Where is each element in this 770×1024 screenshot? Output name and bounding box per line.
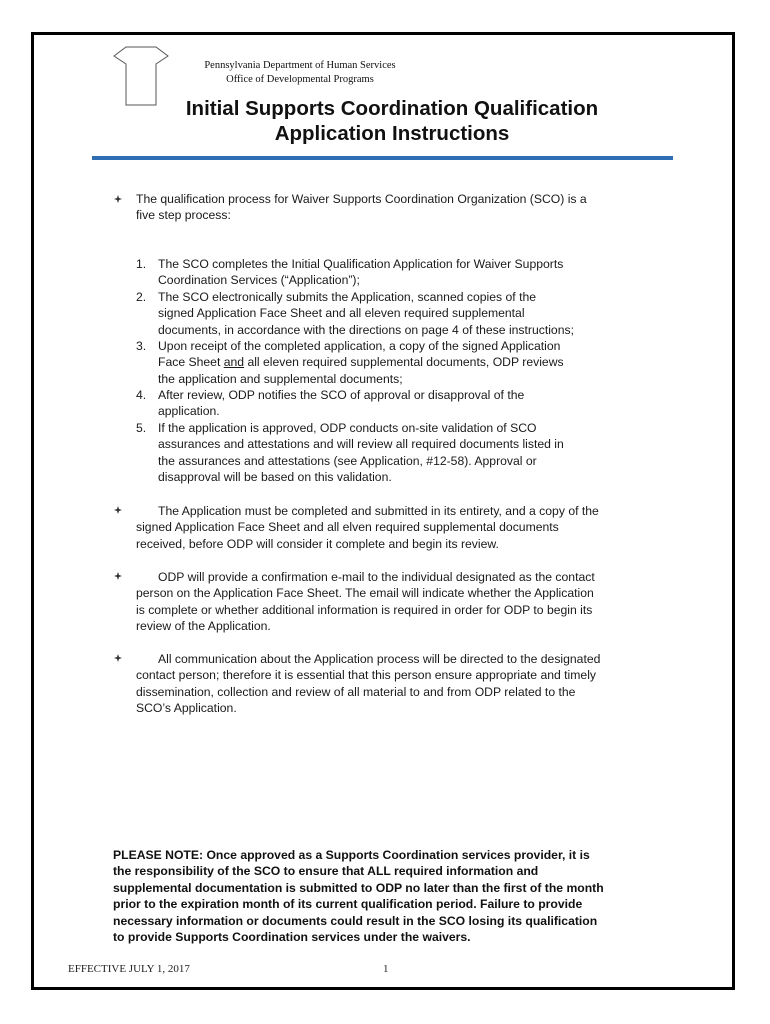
step-item: 4. After review, ODP notifies the SCO of approval or disapproval of the application. (136, 388, 525, 419)
page-number: 1 (383, 963, 389, 975)
step-item: 2. The SCO electronically submits the Application, scanned copies of the signed Application Face Sheet and all eleven required supplemental documents, in accordance with the directions on page 4 of these instructions; (136, 290, 574, 337)
bullet-icon (114, 572, 122, 580)
confirmation-paragraph: ODP will provide a confirmation e-mail to the individual designated as the contact person on the Application Face Sheet. The email will indicate whether the Application is complete or whether additional information is required in order for ODP to begin its review of the Application. (136, 570, 595, 634)
page-title (92, 96, 692, 146)
title-divider (92, 156, 673, 160)
bullet-icon (114, 506, 122, 514)
effective-date: EFFECTIVE JULY 1, 2017 (68, 963, 190, 975)
bullet-icon (114, 654, 122, 662)
step-item: 3. Upon receipt of the completed application, a copy of the signed Application Face Sheet and all eleven required supplemental documents, ODP reviews the application and supplemental documents; (136, 339, 564, 386)
please-note: PLEASE NOTE: Once approved as a Supports Coordination services provider, it is the responsibility of the SCO to ensure that ALL required information and supplemental documentation is submitted to ODP no later than the first of the month prior to the expiration month of its current qualification period. Failure to provide necessary information or documents could result in the SCO losing its qualification to provide Supports Coordination services under the waivers. (113, 848, 604, 945)
application-paragraph: The Application must be completed and submitted in its entirety, and a copy of the signed Application Face Sheet and all elven required supplemental documents received, before ODP will consider it complete and begin its review. (136, 504, 599, 551)
title-line-2: Application Instructions (274, 122, 510, 145)
title-line-1: Initial Supports Coordination Qualification (185, 97, 599, 120)
step-item: 5. If the application is approved, ODP conducts on-site validation of SCO assurances and attestations and will review all required documents listed in the assurances and attestations (see Application, #12-58). Approval or disapproval will be based on this validation. (136, 421, 564, 485)
communication-paragraph: All communication about the Application process will be directed to the designated contact person; therefore it is essential that this person ensure appropriate and timely dissemination, collection and review of all material to and from ODP related to the SCO’s Application. (136, 652, 601, 716)
department-name: Pennsylvania Department of Human Services (204, 60, 396, 71)
office-name: Office of Developmental Programs (226, 74, 374, 85)
intro-paragraph: The qualification process for Waiver Supports Coordination Organization (SCO) is a five step process: (136, 192, 587, 223)
step-item: 1. The SCO completes the Initial Qualification Application for Waiver Supports Coordination Services (“Application”); (136, 257, 564, 288)
bullet-icon (114, 195, 122, 203)
